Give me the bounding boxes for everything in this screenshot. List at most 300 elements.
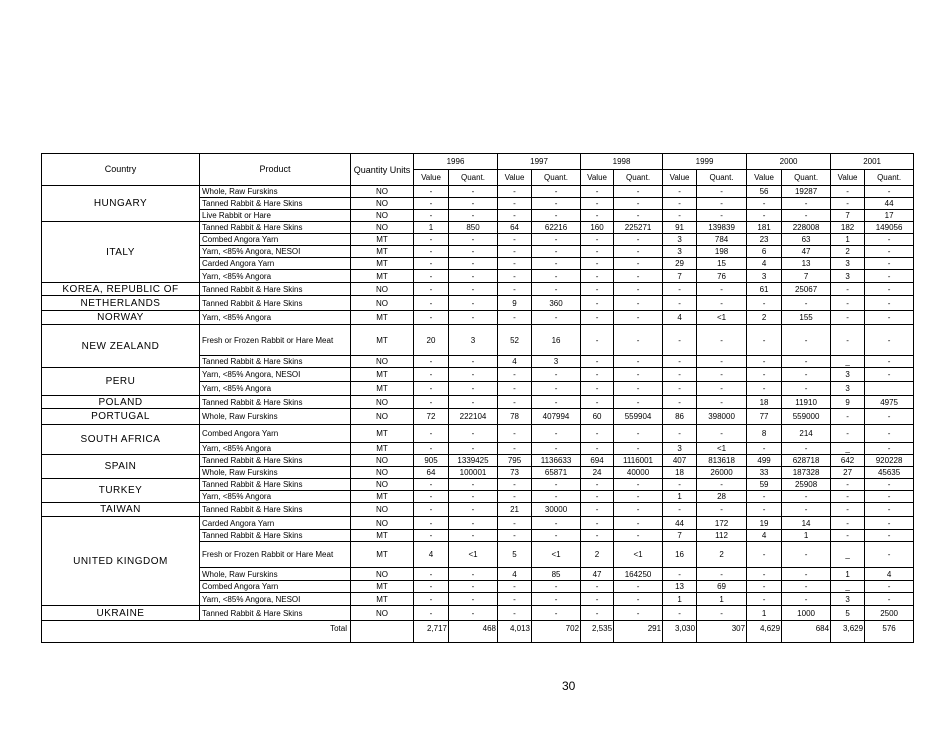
value-cell: 8: [747, 425, 782, 443]
quant-cell: -: [449, 270, 498, 283]
product-cell: Fresh or Frozen Rabbit or Hare Meat: [200, 325, 351, 356]
table-row: [42, 455, 914, 467]
product-cell: Combed Angora Yarn: [200, 425, 351, 443]
total-quant: 291: [614, 621, 663, 643]
product-cell: Tanned Rabbit & Hare Skins: [200, 396, 351, 409]
value-cell: 5: [831, 606, 865, 621]
quant-cell: -: [449, 581, 498, 593]
quant-cell: -: [532, 368, 581, 382]
value-cell: -: [581, 503, 614, 517]
quant-cell: 139839: [697, 222, 747, 234]
value-cell: -: [498, 530, 532, 542]
total-quant: 468: [449, 621, 498, 643]
quant-cell: -: [782, 542, 831, 568]
value-cell: -: [498, 283, 532, 296]
product-cell: Yarn, <85% Angora, NESOI: [200, 246, 351, 258]
table-row: [42, 186, 914, 198]
quant-cell: -: [614, 443, 663, 455]
value-cell: _: [831, 443, 865, 455]
product-cell: Tanned Rabbit & Hare Skins: [200, 455, 351, 467]
total-quant: 684: [782, 621, 831, 643]
value-cell: 3: [663, 246, 697, 258]
units-cell: MT: [351, 382, 414, 396]
value-cell: _: [831, 542, 865, 568]
product-cell: Whole, Raw Furskins: [200, 186, 351, 198]
quant-cell: -: [449, 246, 498, 258]
value-cell: -: [581, 296, 614, 311]
quant-cell: 65871: [532, 467, 581, 479]
value-cell: 642: [831, 455, 865, 467]
value-cell: -: [498, 425, 532, 443]
quant-cell: 149056: [865, 222, 914, 234]
country-cell: ITALY: [42, 222, 200, 283]
quant-cell: 100001: [449, 467, 498, 479]
value-cell: -: [663, 606, 697, 621]
value-cell: 4: [747, 258, 782, 270]
quant-cell: -: [865, 296, 914, 311]
product-cell: Tanned Rabbit & Hare Skins: [200, 503, 351, 517]
value-cell: -: [414, 382, 449, 396]
value-cell: -: [498, 491, 532, 503]
units-cell: NO: [351, 186, 414, 198]
quant-cell: -: [614, 270, 663, 283]
value-cell: -: [581, 530, 614, 542]
quant-cell: -: [449, 503, 498, 517]
value-cell: -: [831, 296, 865, 311]
value-cell: 694: [581, 455, 614, 467]
value-cell: -: [581, 606, 614, 621]
quant-cell: -: [449, 258, 498, 270]
value-cell: -: [831, 425, 865, 443]
value-cell: 4: [747, 530, 782, 542]
quant-cell: -: [449, 296, 498, 311]
header-quant: Quant.: [614, 170, 663, 186]
quant-cell: -: [449, 593, 498, 606]
product-cell: Yarn, <85% Angora: [200, 311, 351, 325]
value-cell: -: [414, 443, 449, 455]
total-quant: 576: [865, 621, 914, 643]
value-cell: 21: [498, 503, 532, 517]
value-cell: 60: [581, 409, 614, 425]
quant-cell: -: [532, 479, 581, 491]
quant-cell: -: [614, 491, 663, 503]
product-cell: Carded Angora Yarn: [200, 258, 351, 270]
quant-cell: 15: [697, 258, 747, 270]
product-cell: Tanned Rabbit & Hare Skins: [200, 296, 351, 311]
quant-cell: -: [614, 198, 663, 210]
quant-cell: -: [865, 542, 914, 568]
quant-cell: -: [614, 425, 663, 443]
quant-cell: 559904: [614, 409, 663, 425]
units-cell: NO: [351, 222, 414, 234]
product-cell: Tanned Rabbit & Hare Skins: [200, 356, 351, 368]
value-cell: -: [831, 325, 865, 356]
quant-cell: 85: [532, 568, 581, 581]
import-table: [41, 153, 914, 643]
quant-cell: -: [614, 234, 663, 246]
value-cell: -: [414, 517, 449, 530]
total-row: [42, 621, 914, 643]
total-quant: 307: [697, 621, 747, 643]
value-cell: -: [663, 210, 697, 222]
value-cell: -: [747, 581, 782, 593]
quant-cell: -: [865, 425, 914, 443]
quant-cell: -: [449, 568, 498, 581]
value-cell: 2: [581, 542, 614, 568]
value-cell: -: [747, 382, 782, 396]
value-cell: -: [663, 568, 697, 581]
units-cell: MT: [351, 258, 414, 270]
units-cell: NO: [351, 517, 414, 530]
country-cell: UKRAINE: [42, 606, 200, 621]
value-cell: 2: [747, 311, 782, 325]
quant-cell: [865, 382, 914, 396]
value-cell: -: [831, 491, 865, 503]
units-cell: NO: [351, 296, 414, 311]
value-cell: -: [581, 270, 614, 283]
value-cell: -: [498, 606, 532, 621]
value-cell: -: [414, 283, 449, 296]
quant-cell: -: [865, 246, 914, 258]
value-cell: 18: [747, 396, 782, 409]
quant-cell: -: [697, 325, 747, 356]
table-row: [42, 479, 914, 491]
value-cell: -: [581, 234, 614, 246]
units-cell: NO: [351, 210, 414, 222]
header-quant: Quant.: [782, 170, 831, 186]
quant-cell: 1000: [782, 606, 831, 621]
units-cell: MT: [351, 443, 414, 455]
country-cell: NETHERLANDS: [42, 296, 200, 311]
units-cell: MT: [351, 581, 414, 593]
value-cell: 73: [498, 467, 532, 479]
units-cell: MT: [351, 246, 414, 258]
value-cell: 7: [831, 210, 865, 222]
value-cell: 24: [581, 467, 614, 479]
value-cell: 3: [831, 258, 865, 270]
value-cell: -: [414, 234, 449, 246]
value-cell: 9: [831, 396, 865, 409]
quant-cell: -: [614, 356, 663, 368]
quant-cell: 228008: [782, 222, 831, 234]
quant-cell: 30000: [532, 503, 581, 517]
quant-cell: -: [532, 210, 581, 222]
value-cell: 20: [414, 325, 449, 356]
quant-cell: -: [782, 325, 831, 356]
value-cell: 64: [414, 467, 449, 479]
value-cell: 1: [831, 568, 865, 581]
header-value: Value: [498, 170, 532, 186]
value-cell: -: [663, 186, 697, 198]
quant-cell: 3: [532, 356, 581, 368]
value-cell: 7: [663, 530, 697, 542]
quant-cell: 19287: [782, 186, 831, 198]
value-cell: 1: [663, 593, 697, 606]
table-row: [42, 283, 914, 296]
table-row: [42, 222, 914, 234]
header-value: Value: [581, 170, 614, 186]
country-cell: HUNGARY: [42, 186, 200, 222]
value-cell: -: [663, 503, 697, 517]
product-cell: Tanned Rabbit & Hare Skins: [200, 283, 351, 296]
quant-cell: -: [614, 325, 663, 356]
header-value: Value: [831, 170, 865, 186]
quant-cell: -: [449, 186, 498, 198]
value-cell: -: [831, 530, 865, 542]
quant-cell: -: [697, 425, 747, 443]
product-cell: Whole, Raw Furskins: [200, 467, 351, 479]
quant-cell: -: [449, 396, 498, 409]
value-cell: 3: [663, 443, 697, 455]
value-cell: -: [747, 356, 782, 368]
quant-cell: -: [449, 368, 498, 382]
quant-cell: -: [449, 283, 498, 296]
quant-cell: -: [865, 530, 914, 542]
quant-cell: 62216: [532, 222, 581, 234]
units-cell: MT: [351, 491, 414, 503]
quant-cell: -: [865, 581, 914, 593]
total-label: Total: [42, 621, 351, 643]
quant-cell: 222104: [449, 409, 498, 425]
quant-cell: -: [532, 517, 581, 530]
value-cell: -: [414, 530, 449, 542]
header-year: 1998: [581, 154, 663, 170]
quant-cell: -: [532, 270, 581, 283]
quant-cell: -: [532, 311, 581, 325]
header-year: 2000: [747, 154, 831, 170]
quant-cell: -: [697, 606, 747, 621]
quant-cell: -: [449, 210, 498, 222]
quant-cell: -: [449, 382, 498, 396]
value-cell: 160: [581, 222, 614, 234]
value-cell: -: [831, 311, 865, 325]
product-cell: Tanned Rabbit & Hare Skins: [200, 606, 351, 621]
header-product: Product: [200, 154, 351, 186]
quant-cell: 28: [697, 491, 747, 503]
value-cell: -: [414, 210, 449, 222]
value-cell: -: [831, 198, 865, 210]
header-row-years: [42, 154, 914, 170]
units-cell: NO: [351, 503, 414, 517]
quant-cell: -: [532, 234, 581, 246]
quant-cell: 7: [782, 270, 831, 283]
quant-cell: -: [614, 396, 663, 409]
value-cell: 3: [831, 593, 865, 606]
product-cell: Whole, Raw Furskins: [200, 568, 351, 581]
value-cell: -: [747, 368, 782, 382]
value-cell: -: [498, 311, 532, 325]
country-cell: PERU: [42, 368, 200, 396]
quant-cell: -: [449, 234, 498, 246]
units-cell: NO: [351, 455, 414, 467]
quant-cell: -: [865, 325, 914, 356]
quant-cell: 1: [782, 530, 831, 542]
quant-cell: 813618: [697, 455, 747, 467]
country-cell: PORTUGAL: [42, 409, 200, 425]
quant-cell: -: [532, 491, 581, 503]
value-cell: -: [663, 479, 697, 491]
country-cell: POLAND: [42, 396, 200, 409]
product-cell: Live Rabbit or Hare: [200, 210, 351, 222]
value-cell: 7: [663, 270, 697, 283]
table-row: [42, 503, 914, 517]
quant-cell: -: [782, 581, 831, 593]
value-cell: -: [747, 325, 782, 356]
quant-cell: -: [614, 311, 663, 325]
quant-cell: 1: [697, 593, 747, 606]
header-value: Value: [414, 170, 449, 186]
quant-cell: -: [697, 568, 747, 581]
value-cell: -: [498, 246, 532, 258]
value-cell: -: [498, 382, 532, 396]
quant-cell: -: [614, 382, 663, 396]
value-cell: -: [498, 479, 532, 491]
value-cell: 499: [747, 455, 782, 467]
quant-cell: -: [532, 283, 581, 296]
country-cell: TURKEY: [42, 479, 200, 503]
units-cell: MT: [351, 234, 414, 246]
product-cell: Yarn, <85% Angora: [200, 270, 351, 283]
value-cell: -: [414, 593, 449, 606]
quant-cell: -: [782, 210, 831, 222]
table-row: [42, 325, 914, 356]
header-units: Quantity Units: [351, 154, 414, 186]
units-cell: MT: [351, 425, 414, 443]
value-cell: -: [747, 198, 782, 210]
quant-cell: -: [865, 186, 914, 198]
value-cell: 4: [414, 542, 449, 568]
units-cell: MT: [351, 311, 414, 325]
value-cell: -: [414, 356, 449, 368]
quant-cell: 2500: [865, 606, 914, 621]
total-value: 2,535: [581, 621, 614, 643]
value-cell: -: [498, 258, 532, 270]
value-cell: 2: [831, 246, 865, 258]
quant-cell: -: [782, 568, 831, 581]
quant-cell: -: [697, 368, 747, 382]
value-cell: 78: [498, 409, 532, 425]
units-cell: MT: [351, 325, 414, 356]
quant-cell: 76: [697, 270, 747, 283]
country-cell: TAIWAN: [42, 503, 200, 517]
product-cell: Yarn, <85% Angora, NESOI: [200, 368, 351, 382]
quant-cell: 17: [865, 210, 914, 222]
value-cell: 23: [747, 234, 782, 246]
value-cell: 56: [747, 186, 782, 198]
value-cell: -: [498, 443, 532, 455]
value-cell: -: [747, 443, 782, 455]
product-cell: Yarn, <85% Angora, NESOI: [200, 593, 351, 606]
quant-cell: -: [865, 443, 914, 455]
quant-cell: 69: [697, 581, 747, 593]
quant-cell: <1: [532, 542, 581, 568]
quant-cell: -: [614, 503, 663, 517]
quant-cell: -: [865, 234, 914, 246]
quant-cell: -: [449, 517, 498, 530]
quant-cell: -: [532, 581, 581, 593]
value-cell: -: [498, 186, 532, 198]
value-cell: 19: [747, 517, 782, 530]
value-cell: -: [581, 283, 614, 296]
value-cell: -: [831, 283, 865, 296]
value-cell: 1: [747, 606, 782, 621]
quant-cell: 920228: [865, 455, 914, 467]
quant-cell: -: [865, 368, 914, 382]
quant-cell: -: [865, 593, 914, 606]
value-cell: -: [747, 568, 782, 581]
product-cell: Yarn, <85% Angora: [200, 491, 351, 503]
quant-cell: -: [782, 198, 831, 210]
value-cell: 61: [747, 283, 782, 296]
value-cell: -: [663, 283, 697, 296]
quant-cell: -: [865, 479, 914, 491]
quant-cell: 40000: [614, 467, 663, 479]
product-cell: Yarn, <85% Angora: [200, 382, 351, 396]
value-cell: -: [747, 503, 782, 517]
quant-cell: 187328: [782, 467, 831, 479]
product-cell: Tanned Rabbit & Hare Skins: [200, 222, 351, 234]
value-cell: 3: [747, 270, 782, 283]
value-cell: 407: [663, 455, 697, 467]
value-cell: -: [747, 296, 782, 311]
header-quant: Quant.: [532, 170, 581, 186]
quant-cell: -: [782, 443, 831, 455]
value-cell: -: [414, 568, 449, 581]
quant-cell: 628718: [782, 455, 831, 467]
header-country: Country: [42, 154, 200, 186]
value-cell: 64: [498, 222, 532, 234]
value-cell: -: [747, 542, 782, 568]
quant-cell: -: [614, 368, 663, 382]
value-cell: -: [498, 210, 532, 222]
value-cell: -: [414, 491, 449, 503]
quant-cell: -: [614, 210, 663, 222]
table-row: [42, 409, 914, 425]
value-cell: 4: [663, 311, 697, 325]
quant-cell: -: [449, 356, 498, 368]
quant-cell: -: [449, 198, 498, 210]
value-cell: -: [747, 491, 782, 503]
quant-cell: -: [865, 491, 914, 503]
value-cell: -: [414, 258, 449, 270]
total-quant: 702: [532, 621, 581, 643]
value-cell: -: [414, 198, 449, 210]
total-value: 3,629: [831, 621, 865, 643]
quant-cell: -: [697, 356, 747, 368]
quant-cell: -: [449, 443, 498, 455]
product-cell: Yarn, <85% Angora: [200, 443, 351, 455]
quant-cell: 13: [782, 258, 831, 270]
total-value: 4,013: [498, 621, 532, 643]
header-value: Value: [663, 170, 697, 186]
total-value: 3,030: [663, 621, 697, 643]
value-cell: -: [414, 311, 449, 325]
value-cell: -: [498, 581, 532, 593]
value-cell: -: [663, 368, 697, 382]
quant-cell: 1116001: [614, 455, 663, 467]
quant-cell: -: [532, 530, 581, 542]
quant-cell: -: [614, 581, 663, 593]
value-cell: -: [581, 356, 614, 368]
value-cell: -: [581, 198, 614, 210]
value-cell: -: [414, 246, 449, 258]
quant-cell: -: [614, 517, 663, 530]
value-cell: -: [831, 479, 865, 491]
table-row: [42, 517, 914, 530]
table-row: [42, 296, 914, 311]
quant-cell: <1: [449, 542, 498, 568]
value-cell: 59: [747, 479, 782, 491]
